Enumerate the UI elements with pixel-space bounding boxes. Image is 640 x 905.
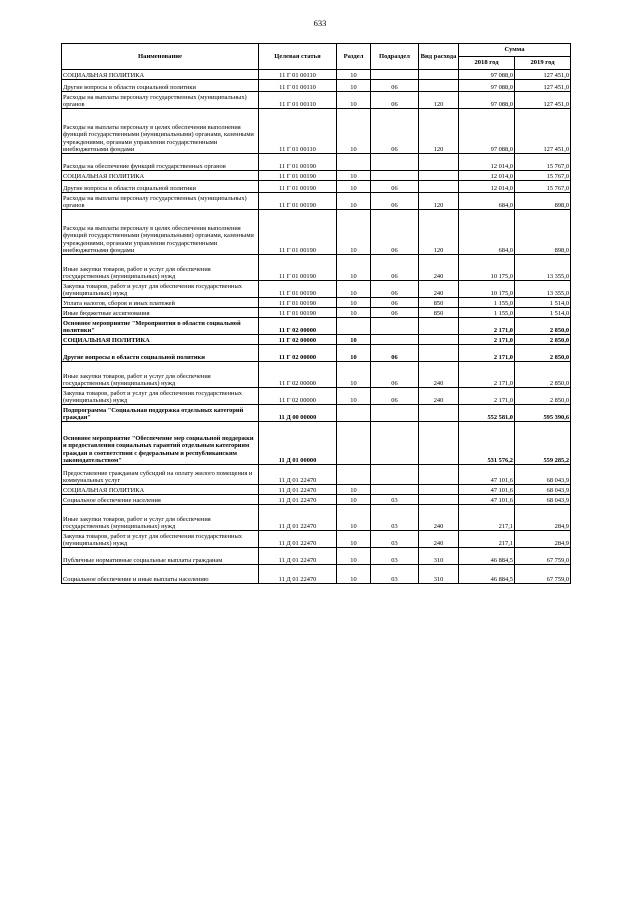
row-section-cell: 10	[337, 505, 371, 531]
row-name-cell: Расходы на выплаты персоналу государственных (муниципальных) органов	[62, 193, 259, 210]
header-year-2019: 2019 год	[515, 57, 571, 70]
row-2019-cell: 127 451,0	[515, 80, 571, 92]
table-body	[62, 70, 571, 584]
row-section-cell	[337, 405, 371, 422]
row-target-cell: 11 Д 01 22470	[259, 495, 337, 505]
budget-table	[61, 43, 571, 584]
row-section-cell: 10	[337, 495, 371, 505]
row-subsection-cell: 06	[371, 308, 419, 318]
table-row	[62, 388, 571, 405]
row-name-cell: Подпрограмма "Социальная поддержка отдельных категорий граждан"	[62, 405, 259, 422]
row-target-cell: 11 Г 01 00110	[259, 109, 337, 154]
row-subsection-cell	[371, 335, 419, 345]
table-row	[62, 210, 571, 255]
row-2018-cell: 552 581,0	[459, 405, 515, 422]
row-2019-cell: 67 759,0	[515, 548, 571, 565]
table-row	[62, 422, 571, 465]
row-2018-cell: 684,0	[459, 210, 515, 255]
row-subsection-cell	[371, 70, 419, 80]
table-row	[62, 405, 571, 422]
row-subsection-cell: 06	[371, 193, 419, 210]
row-name-cell: Другие вопросы в области социальной политики	[62, 181, 259, 193]
table-row	[62, 318, 571, 335]
row-expense-type-cell: 120	[419, 92, 459, 109]
row-name-cell: Социальное обеспечение и иные выплаты населению	[62, 565, 259, 584]
row-2019-cell: 559 285,2	[515, 422, 571, 465]
row-subsection-cell	[371, 485, 419, 495]
page-number: 633	[313, 18, 327, 28]
row-section-cell: 10	[337, 308, 371, 318]
table-row	[62, 548, 571, 565]
row-name-cell: Расходы на выплаты персоналу государственных (муниципальных) органов	[62, 92, 259, 109]
row-name-cell: СОЦИАЛЬНАЯ ПОЛИТИКА	[62, 485, 259, 495]
row-section-cell: 10	[337, 193, 371, 210]
row-expense-type-cell: 120	[419, 109, 459, 154]
row-subsection-cell: 03	[371, 531, 419, 548]
row-expense-type-cell	[419, 318, 459, 335]
row-2018-cell: 46 884,5	[459, 565, 515, 584]
row-name-cell: Основное мероприятие "Обеспечение мер социальной поддержки и предоставления социальных гарантий отдельным категориям граждан в соответствии с федеральным и республиканским законодательством"	[62, 422, 259, 465]
row-target-cell: 11 Г 02 00000	[259, 335, 337, 345]
row-subsection-cell: 03	[371, 505, 419, 531]
row-subsection-cell: 03	[371, 565, 419, 584]
header-sum: Сумма	[459, 44, 571, 57]
header-target: Целевая статья	[259, 44, 337, 70]
row-name-cell: СОЦИАЛЬНАЯ ПОЛИТИКА	[62, 70, 259, 80]
row-expense-type-cell	[419, 80, 459, 92]
row-section-cell: 10	[337, 255, 371, 281]
row-section-cell: 10	[337, 548, 371, 565]
row-2019-cell: 13 355,0	[515, 281, 571, 298]
row-name-cell: Закупка товаров, работ и услуг для обеспечения государственных (муниципальных) нужд	[62, 531, 259, 548]
row-subsection-cell: 06	[371, 92, 419, 109]
row-subsection-cell: 06	[371, 388, 419, 405]
row-subsection-cell: 06	[371, 181, 419, 193]
row-2018-cell: 12 014,0	[459, 181, 515, 193]
row-section-cell: 10	[337, 388, 371, 405]
row-2019-cell: 1 514,0	[515, 308, 571, 318]
table-row	[62, 505, 571, 531]
row-name-cell: Другие вопросы в области социальной политики	[62, 345, 259, 362]
row-name-cell: Основное мероприятие "Мероприятия в области социальной политики"	[62, 318, 259, 335]
row-section-cell: 10	[337, 485, 371, 495]
row-name-cell: Закупка товаров, работ и услуг для обеспечения государственных (муниципальных) нужд	[62, 281, 259, 298]
row-subsection-cell	[371, 171, 419, 181]
row-section-cell: 10	[337, 210, 371, 255]
row-2019-cell: 2 850,0	[515, 345, 571, 362]
table-row	[62, 281, 571, 298]
row-target-cell: 11 Д 01 22470	[259, 505, 337, 531]
row-target-cell: 11 Г 01 00190	[259, 298, 337, 308]
row-name-cell: СОЦИАЛЬНАЯ ПОЛИТИКА	[62, 171, 259, 181]
row-section-cell: 10	[337, 362, 371, 388]
header-section: Раздел	[337, 44, 371, 70]
row-expense-type-cell: 240	[419, 281, 459, 298]
row-name-cell: Иные бюджетные ассигнования	[62, 308, 259, 318]
row-target-cell: 11 Д 01 22470	[259, 565, 337, 584]
row-expense-type-cell: 240	[419, 388, 459, 405]
row-target-cell: 11 Г 01 00110	[259, 92, 337, 109]
row-subsection-cell: 03	[371, 495, 419, 505]
row-expense-type-cell: 240	[419, 531, 459, 548]
row-target-cell: 11 Д 01 22470	[259, 485, 337, 495]
row-2019-cell: 127 451,0	[515, 109, 571, 154]
row-subsection-cell: 06	[371, 80, 419, 92]
row-2019-cell: 68 043,9	[515, 485, 571, 495]
row-target-cell: 11 Г 01 00190	[259, 171, 337, 181]
row-2019-cell: 284,9	[515, 531, 571, 548]
row-name-cell: Уплата налогов, сборов и иных платежей	[62, 298, 259, 308]
row-name-cell: Расходы на выплаты персоналу в целях обеспечения выполнения функций государственными (муниципальными) органами, казенными учреждениями, органами управления государственными внебюджетными фондами	[62, 109, 259, 154]
table-row	[62, 308, 571, 318]
row-2019-cell: 127 451,0	[515, 92, 571, 109]
row-target-cell: 11 Г 02 00000	[259, 388, 337, 405]
row-target-cell: 11 Г 02 00000	[259, 318, 337, 335]
row-section-cell: 10	[337, 171, 371, 181]
row-subsection-cell: 06	[371, 255, 419, 281]
row-subsection-cell	[371, 465, 419, 485]
row-target-cell: 11 Д 01 00000	[259, 422, 337, 465]
row-2018-cell: 97 088,0	[459, 92, 515, 109]
row-name-cell: Закупка товаров, работ и услуг для обеспечения государственных (муниципальных) нужд	[62, 388, 259, 405]
row-2018-cell: 97 088,0	[459, 80, 515, 92]
row-2019-cell: 898,0	[515, 193, 571, 210]
row-2018-cell: 684,0	[459, 193, 515, 210]
row-target-cell: 11 Г 02 00000	[259, 362, 337, 388]
table-row	[62, 181, 571, 193]
row-expense-type-cell	[419, 154, 459, 171]
row-2019-cell: 127 451,0	[515, 70, 571, 80]
row-name-cell: Социальное обеспечение населения	[62, 495, 259, 505]
row-target-cell: 11 Г 01 00110	[259, 80, 337, 92]
row-2018-cell: 10 175,0	[459, 281, 515, 298]
row-name-cell: Предоставление гражданам субсидий на оплату жилого помещения и коммунальных услуг	[62, 465, 259, 485]
row-target-cell: 11 Г 01 00110	[259, 70, 337, 80]
row-expense-type-cell	[419, 171, 459, 181]
table-row	[62, 485, 571, 495]
row-2018-cell: 97 088,0	[459, 109, 515, 154]
row-2019-cell: 2 850,0	[515, 362, 571, 388]
row-target-cell: 11 Д 01 22470	[259, 531, 337, 548]
header-year-2018: 2018 год	[459, 57, 515, 70]
row-expense-type-cell: 310	[419, 565, 459, 584]
row-section-cell	[337, 154, 371, 171]
row-2018-cell: 12 014,0	[459, 154, 515, 171]
row-2019-cell: 15 767,0	[515, 154, 571, 171]
row-2018-cell: 1 155,0	[459, 298, 515, 308]
row-expense-type-cell: 240	[419, 362, 459, 388]
table-row	[62, 345, 571, 362]
table-row	[62, 80, 571, 92]
row-2018-cell: 2 171,0	[459, 318, 515, 335]
row-2018-cell: 12 014,0	[459, 171, 515, 181]
row-2018-cell: 47 101,6	[459, 465, 515, 485]
row-target-cell: 11 Г 01 00190	[259, 255, 337, 281]
row-section-cell: 10	[337, 335, 371, 345]
row-expense-type-cell: 240	[419, 505, 459, 531]
table-row	[62, 92, 571, 109]
row-2018-cell: 10 175,0	[459, 255, 515, 281]
table-row	[62, 193, 571, 210]
table-row	[62, 109, 571, 154]
row-target-cell: 11 Д 01 22470	[259, 465, 337, 485]
row-2019-cell: 2 850,0	[515, 388, 571, 405]
row-subsection-cell: 06	[371, 298, 419, 308]
table-row	[62, 70, 571, 80]
row-name-cell: Иные закупки товаров, работ и услуг для обеспечения государственных (муниципальных) нужд	[62, 505, 259, 531]
row-expense-type-cell	[419, 485, 459, 495]
row-target-cell: 11 Г 01 00190	[259, 308, 337, 318]
row-expense-type-cell	[419, 70, 459, 80]
table-row	[62, 171, 571, 181]
row-target-cell: 11 Г 01 00190	[259, 154, 337, 171]
row-2019-cell: 15 767,0	[515, 181, 571, 193]
table-row	[62, 465, 571, 485]
row-2018-cell: 47 101,6	[459, 495, 515, 505]
table-row	[62, 335, 571, 345]
row-2019-cell: 15 767,0	[515, 171, 571, 181]
row-target-cell: 11 Г 01 00190	[259, 281, 337, 298]
row-expense-type-cell	[419, 345, 459, 362]
row-target-cell: 11 Д 01 22470	[259, 548, 337, 565]
row-2019-cell: 284,9	[515, 505, 571, 531]
row-section-cell	[337, 465, 371, 485]
row-2019-cell: 1 514,0	[515, 298, 571, 308]
row-subsection-cell: 06	[371, 345, 419, 362]
row-2018-cell: 1 155,0	[459, 308, 515, 318]
row-name-cell: Публичные нормативные социальные выплаты гражданам	[62, 548, 259, 565]
header-expense-type: Вид расхода	[419, 44, 459, 70]
row-2018-cell: 97 088,0	[459, 70, 515, 80]
row-subsection-cell: 06	[371, 109, 419, 154]
table-row	[62, 298, 571, 308]
row-subsection-cell	[371, 405, 419, 422]
row-subsection-cell: 06	[371, 210, 419, 255]
row-2018-cell: 217,1	[459, 531, 515, 548]
row-section-cell: 10	[337, 565, 371, 584]
row-2018-cell: 47 101,6	[459, 485, 515, 495]
row-2019-cell: 13 355,0	[515, 255, 571, 281]
row-section-cell: 10	[337, 298, 371, 308]
row-section-cell	[337, 318, 371, 335]
row-name-cell: СОЦИАЛЬНАЯ ПОЛИТИКА	[62, 335, 259, 345]
row-section-cell: 10	[337, 345, 371, 362]
row-subsection-cell: 06	[371, 362, 419, 388]
row-expense-type-cell: 850	[419, 298, 459, 308]
row-subsection-cell	[371, 318, 419, 335]
row-2019-cell: 2 850,0	[515, 318, 571, 335]
row-expense-type-cell	[419, 335, 459, 345]
table-row	[62, 362, 571, 388]
row-subsection-cell: 06	[371, 281, 419, 298]
row-section-cell	[337, 422, 371, 465]
row-name-cell: Расходы на обеспечение функций государственных органов	[62, 154, 259, 171]
row-section-cell: 10	[337, 281, 371, 298]
row-section-cell: 10	[337, 109, 371, 154]
row-2019-cell: 2 850,0	[515, 335, 571, 345]
row-target-cell: 11 Д 00 00000	[259, 405, 337, 422]
row-expense-type-cell: 120	[419, 193, 459, 210]
row-target-cell: 11 Г 01 00190	[259, 181, 337, 193]
row-section-cell: 10	[337, 80, 371, 92]
row-expense-type-cell	[419, 495, 459, 505]
header-subsection: Подраздел	[371, 44, 419, 70]
row-name-cell: Расходы на выплаты персоналу в целях обеспечения выполнения функций государственными (муниципальными) органами, казенными учреждениями, органами управления государственными внебюджетными фондами	[62, 210, 259, 255]
row-target-cell: 11 Г 01 00190	[259, 210, 337, 255]
row-expense-type-cell	[419, 181, 459, 193]
row-2019-cell: 68 043,9	[515, 465, 571, 485]
row-section-cell: 10	[337, 92, 371, 109]
row-expense-type-cell	[419, 422, 459, 465]
row-expense-type-cell: 310	[419, 548, 459, 565]
row-name-cell: Иные закупки товаров, работ и услуг для обеспечения государственных (муниципальных) нужд	[62, 255, 259, 281]
table-row	[62, 154, 571, 171]
row-2018-cell: 2 171,0	[459, 362, 515, 388]
row-expense-type-cell: 120	[419, 210, 459, 255]
row-subsection-cell: 03	[371, 548, 419, 565]
row-section-cell: 10	[337, 531, 371, 548]
row-section-cell: 10	[337, 70, 371, 80]
table-row	[62, 495, 571, 505]
row-2019-cell: 68 043,9	[515, 495, 571, 505]
row-2018-cell: 2 171,0	[459, 388, 515, 405]
row-expense-type-cell	[419, 465, 459, 485]
row-2018-cell: 46 884,5	[459, 548, 515, 565]
row-2019-cell: 898,0	[515, 210, 571, 255]
row-2018-cell: 531 576,2	[459, 422, 515, 465]
row-2018-cell: 217,1	[459, 505, 515, 531]
row-name-cell: Другие вопросы в области социальной политики	[62, 80, 259, 92]
row-expense-type-cell: 240	[419, 255, 459, 281]
table-row	[62, 565, 571, 584]
table-row	[62, 531, 571, 548]
row-subsection-cell	[371, 422, 419, 465]
header-row	[62, 44, 571, 57]
row-2019-cell: 67 759,0	[515, 565, 571, 584]
row-name-cell: Иные закупки товаров, работ и услуг для обеспечения государственных (муниципальных) нужд	[62, 362, 259, 388]
row-2019-cell: 595 390,6	[515, 405, 571, 422]
row-2018-cell: 2 171,0	[459, 335, 515, 345]
row-target-cell: 11 Г 01 00190	[259, 193, 337, 210]
row-target-cell: 11 Г 02 00000	[259, 345, 337, 362]
row-expense-type-cell: 850	[419, 308, 459, 318]
header-name: Наименование	[62, 44, 259, 70]
row-section-cell: 10	[337, 181, 371, 193]
row-expense-type-cell	[419, 405, 459, 422]
table-row	[62, 255, 571, 281]
row-subsection-cell	[371, 154, 419, 171]
row-2018-cell: 2 171,0	[459, 345, 515, 362]
